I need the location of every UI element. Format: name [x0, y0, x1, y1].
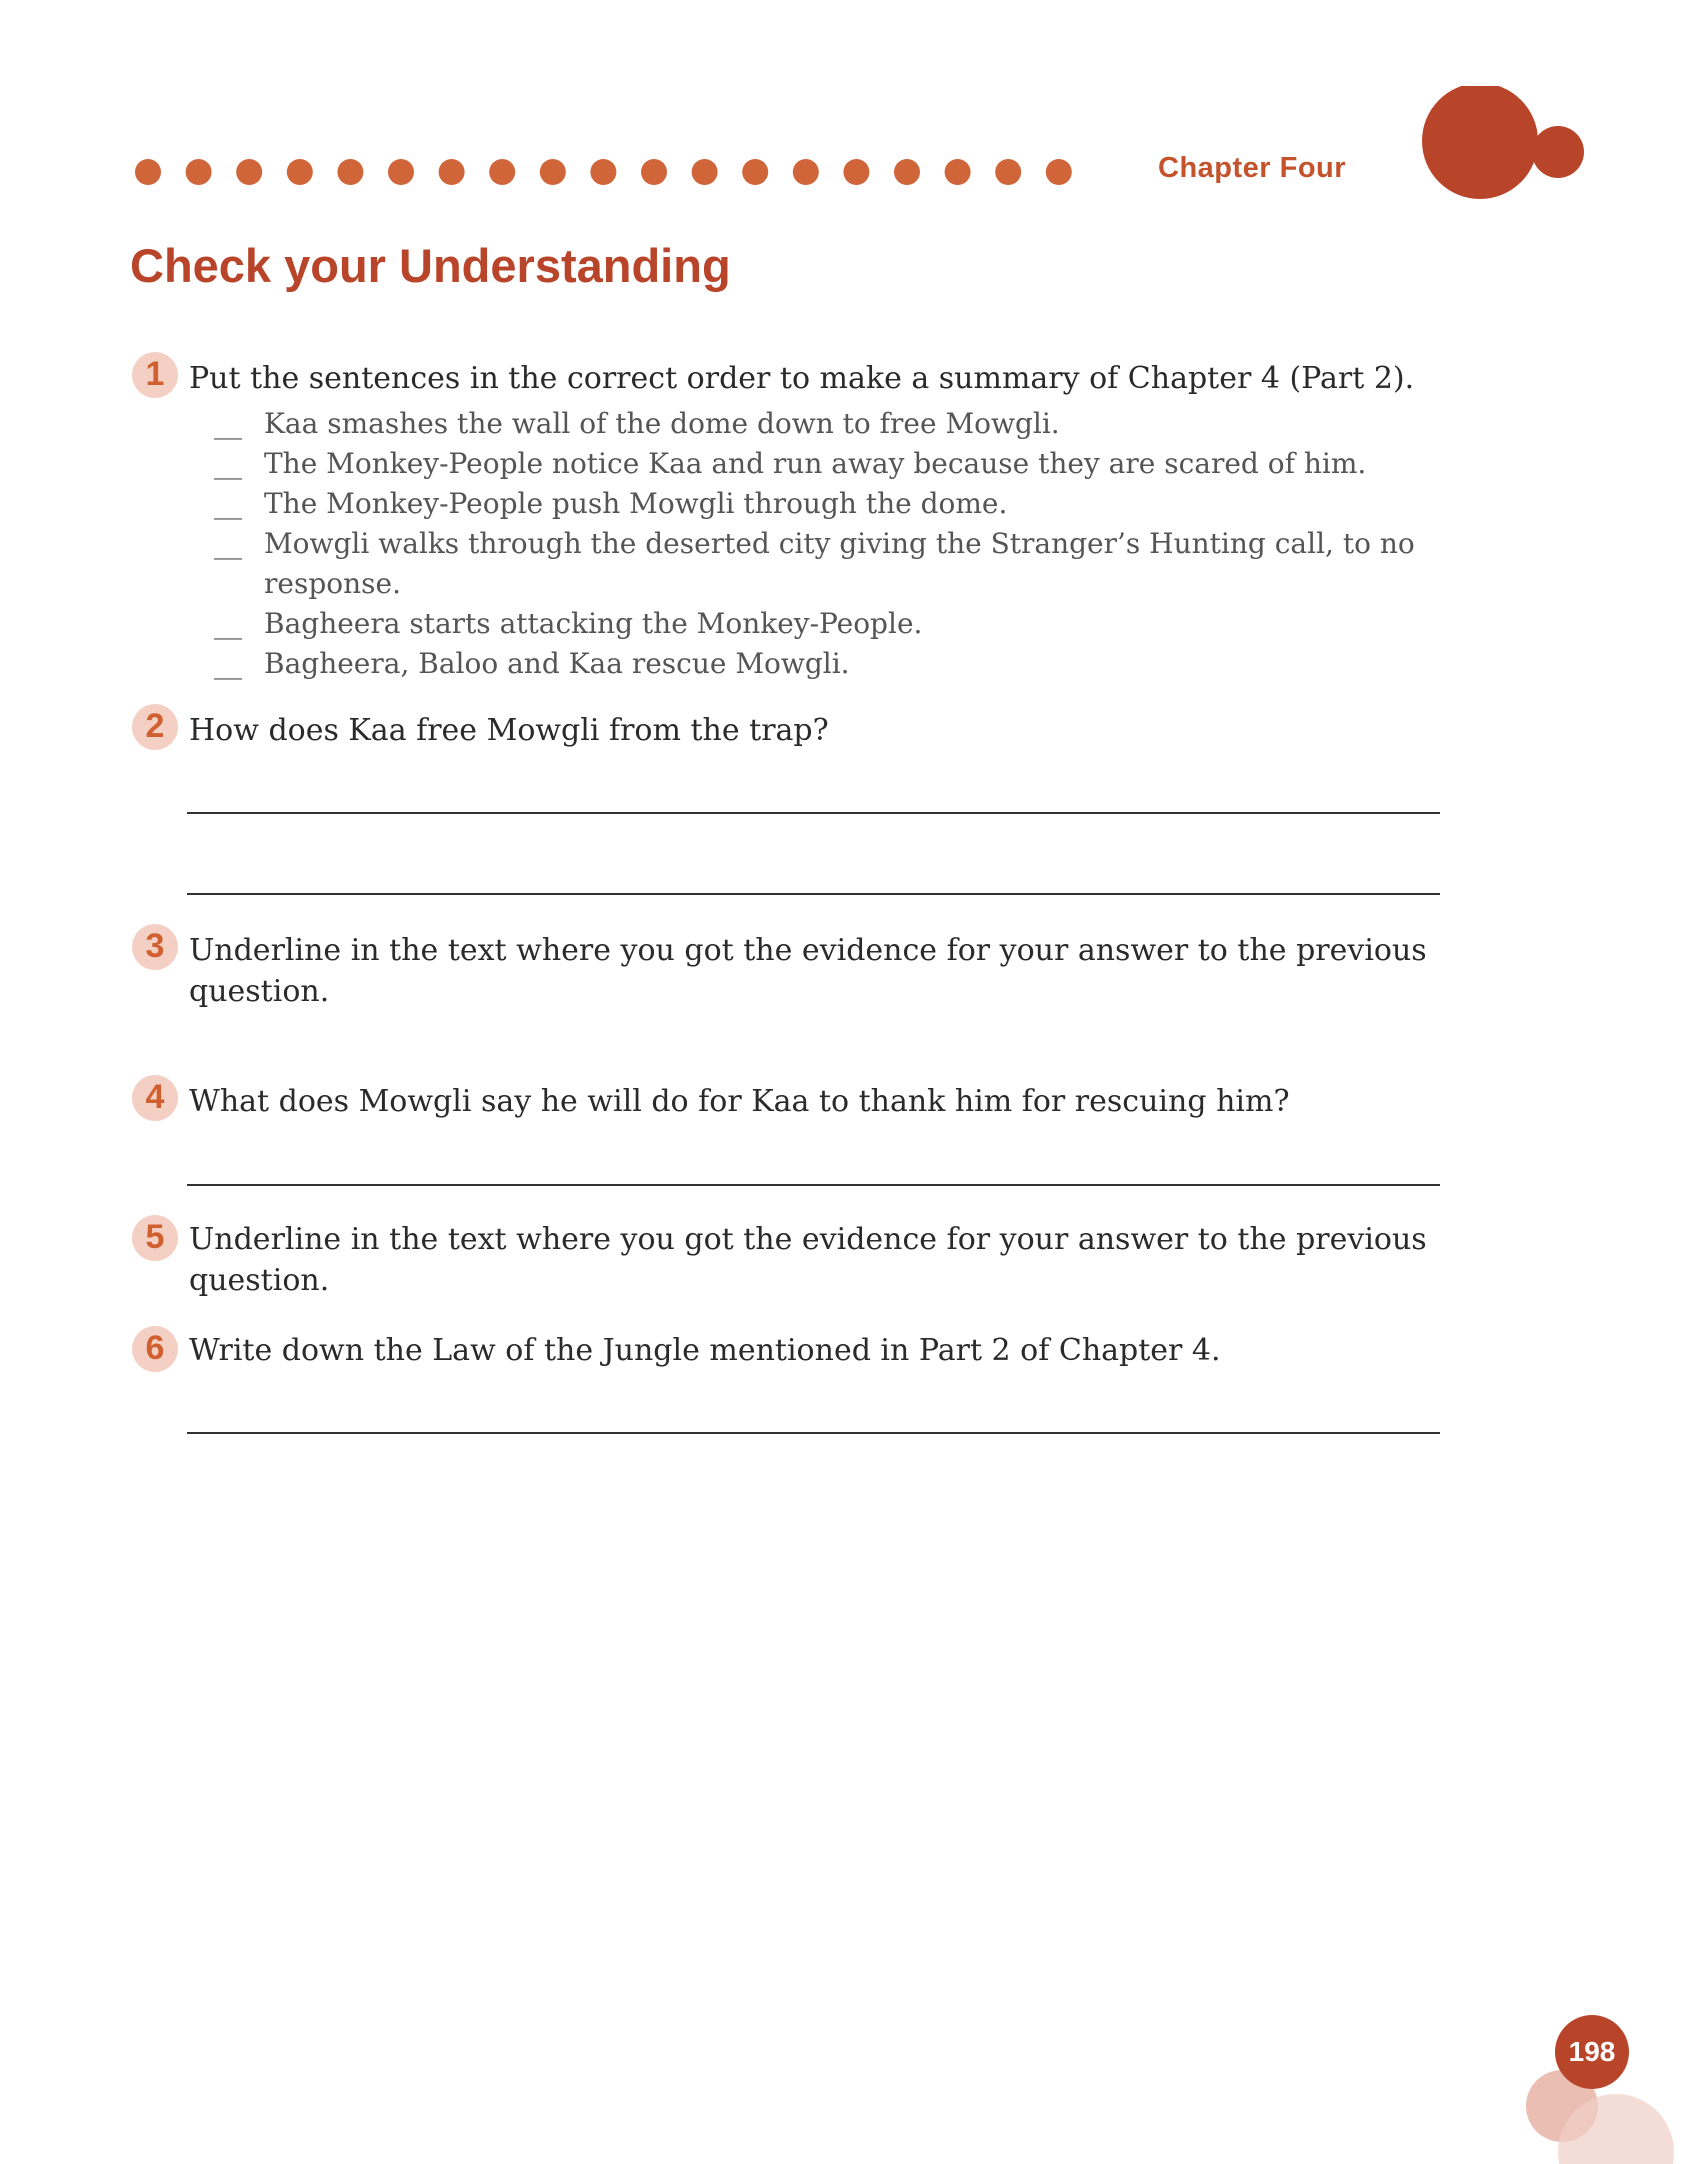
header-dot	[945, 159, 971, 185]
question-3-text: Underline in the text where you got the evidence for your answer to the previous question.	[189, 933, 1427, 1009]
header-dot	[1046, 159, 1072, 185]
header-dot	[186, 159, 212, 185]
option-text: The Monkey-People notice Kaa and run away because they are scared of him.	[264, 447, 1367, 480]
header-dot	[540, 159, 566, 185]
page-number: 198	[1555, 2015, 1629, 2089]
question-number-2: 2	[132, 704, 178, 750]
header-dot	[236, 159, 262, 185]
question-number-4: 4	[132, 1075, 178, 1121]
question-4-text: What does Mowgli say he will do for Kaa to thank him for rescuing him?	[189, 1084, 1290, 1119]
header-dot	[337, 159, 363, 185]
header-dot	[287, 159, 313, 185]
order-blank[interactable]: __	[214, 647, 242, 680]
header-dot	[439, 159, 465, 185]
header-dot	[641, 159, 667, 185]
header-dot	[742, 159, 768, 185]
list-item	[214, 404, 1444, 444]
question-number-3: 3	[132, 924, 178, 970]
order-blank[interactable]: __	[214, 447, 242, 480]
header-dot	[135, 159, 161, 185]
list-item	[214, 444, 1444, 484]
page-title: Check your Understanding	[130, 239, 731, 292]
question-1-options	[214, 404, 1444, 684]
header-dot	[843, 159, 869, 185]
chapter-label: Chapter Four	[1158, 152, 1347, 184]
order-blank[interactable]: __	[214, 487, 242, 520]
list-item	[214, 484, 1444, 524]
answer-line[interactable]	[187, 1432, 1440, 1434]
question-number-5: 5	[132, 1215, 178, 1261]
answer-line[interactable]	[187, 893, 1440, 895]
header-dot	[489, 159, 515, 185]
order-blank[interactable]: __	[214, 607, 242, 640]
header-dot	[692, 159, 718, 185]
question-2-text: How does Kaa free Mowgli from the trap?	[189, 713, 829, 748]
question-5-text: Underline in the text where you got the evidence for your answer to the previous question.	[189, 1222, 1427, 1298]
list-item	[214, 524, 1444, 604]
list-item	[214, 644, 1444, 684]
decorative-circles-top	[1420, 86, 1600, 206]
header-dot	[894, 159, 920, 185]
header-dot	[793, 159, 819, 185]
header-dot	[388, 159, 414, 185]
option-text: Bagheera starts attacking the Monkey-People.	[264, 607, 923, 640]
option-text: Kaa smashes the wall of the dome down to free Mowgli.	[264, 407, 1060, 440]
question-1-text: Put the sentences in the correct order to make a summary of Chapter 4 (Part 2).	[189, 361, 1415, 396]
question-6-text: Write down the Law of the Jungle mentioned in Part 2 of Chapter 4.	[189, 1333, 1221, 1368]
header-dot-row	[134, 157, 1074, 187]
question-number-6: 6	[132, 1326, 178, 1372]
answer-line[interactable]	[187, 1184, 1440, 1186]
deco-circle-large	[1422, 86, 1538, 199]
answer-line[interactable]	[187, 812, 1440, 814]
list-item	[214, 604, 1444, 644]
deco-circle-small	[1532, 126, 1584, 178]
option-text: Mowgli walks through the deserted city giving the Stranger’s Hunting call, to no response.	[264, 527, 1415, 600]
order-blank[interactable]: __	[214, 527, 242, 560]
option-text: The Monkey-People push Mowgli through the dome.	[264, 487, 1008, 520]
header-dot	[590, 159, 616, 185]
header-dot	[995, 159, 1021, 185]
order-blank[interactable]: __	[214, 407, 242, 440]
option-text: Bagheera, Baloo and Kaa rescue Mowgli.	[264, 647, 850, 680]
question-number-1: 1	[132, 352, 178, 398]
